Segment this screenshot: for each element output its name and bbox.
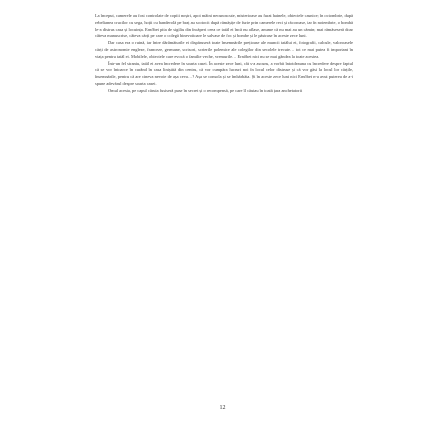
paragraph: Omul acesta, pe capul căruia fusiseră puse în secret și o recompensă, pe care îl căutau în toată țara anchetatorii [108,87,303,93]
page-number: 12 [219,405,226,411]
paragraph: La început, camerele au fost controlate de copiii noștri, apoi mâini necunoscute, misterioase au furat hainele, obiectele casnice; în octombrie, după rebelianea crucilor cu sega, hoții cu banderolă pe braț au scotocit după rămășițe de furie prin camerele reci și răcoroase, iar în noiembrie, o bombă le-a distrus casa și locuința. Ernőbet pita de sigiliu din încăperi ceea ce tatăl ei încă nu aflase, anume că nu mai au un cămin; mai rămăseseră doar câteva manuscrise, câteva cărți pe care o colegă binevoitoare le salvase de foc și bombe și le păstrase în aceste zece luni. [95,13,353,39]
paragraph: Dar casa era o ruină, iar între dărâmăturile ei dispăruseră toate însemnările prețioase ale muncii tatălui ei, fotografii, calcule, valoroasele cărți de astronomie engleze, franceze, germane, scrisori, scrierile polemice ale colegilor din secolele trecute… tot ce mai putea fi important în viața pentru tatăl ei. Mobilele, obiectele care evocă o familie veche, vremurile… Ernőbet nici nu se mai gândea la toate acestea. [95,40,353,59]
body-text [95,13,353,95]
paragraph: Într-un fel straniu, tatăl ei avea încredere în soarta casei. În aceste zece luni, cât s-a ascuns, a vorbit întotdeauna cu încredere despre faptul că se vor întoarce în curând în casa liniștită din centru, că vor cumpăra lucruri noi în locul celor distruse și că vor găsi la locul lor cărțile, însemnările, pentru că are cineva nevoie de așa ceva…? Așa se consola și se îmbărbăta. Și în aceste zece luni nici Ernőbet n-a avut puterea de a-i spune adevărul despre soarta casei. [95,60,353,86]
